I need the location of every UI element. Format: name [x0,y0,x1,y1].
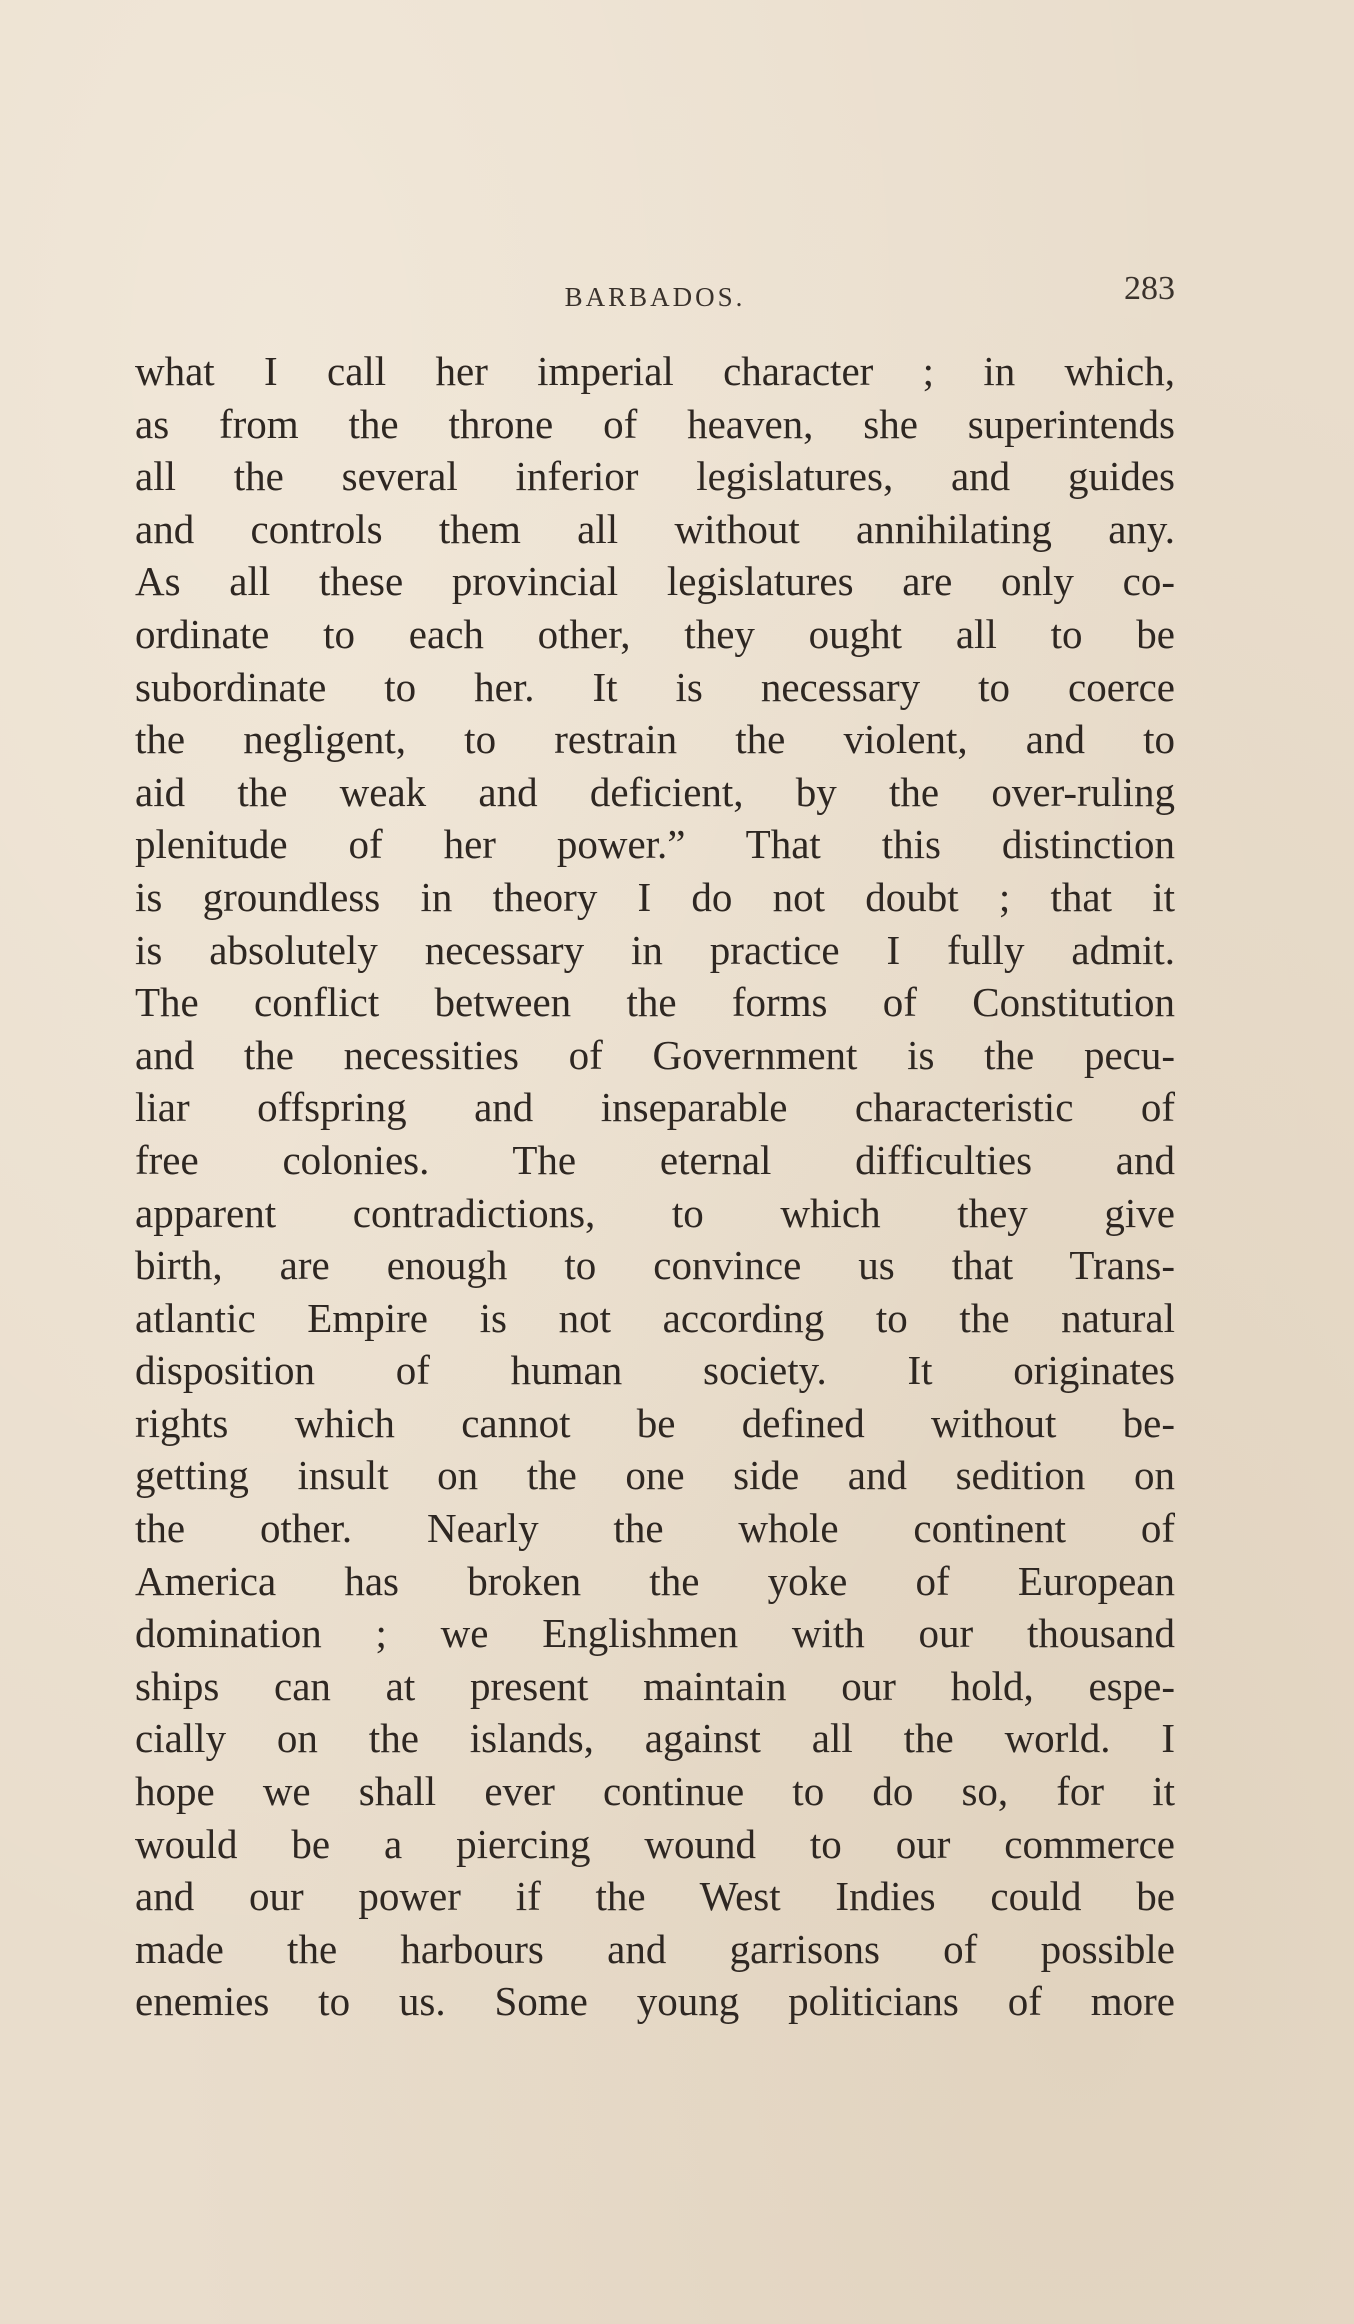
text-line: getting insult on the one side and sedition on [135,1452,1175,1499]
text-line: free colonies. The eternal difficulties and [135,1136,1175,1183]
text-line: all the several inferior legislatures, and guides [135,453,1175,500]
text-line: as from the throne of heaven, she superintends [135,400,1175,447]
text-line: America has broken the yoke of European [135,1557,1175,1604]
text-line: ships can at present maintain our hold, espe- [135,1662,1175,1709]
text-line: subordinate to her. It is necessary to coerce [135,663,1175,710]
text-line: what I call her imperial character ; in which, [135,348,1175,394]
text-line: the negligent, to restrain the violent, and to [135,716,1175,763]
text-line: The conflict between the forms of Constitution [135,979,1175,1026]
text-line: domination ; we Englishmen with our thousand [135,1610,1175,1657]
text-line: disposition of human society. It originates [135,1347,1175,1394]
text-line: liar offspring and inseparable characteristic of [135,1084,1175,1131]
text-line: enemies to us. Some young politicians of more [135,1978,1175,2025]
text-line: is absolutely necessary in practice I fully admit. [135,926,1175,973]
text-line: atlantic Empire is not according to the natural [135,1294,1175,1341]
text-line: is groundless in theory I do not doubt ; that it [135,873,1175,920]
page-header [135,270,1175,330]
text-line: cially on the islands, against all the world. I [135,1715,1175,1762]
text-line: apparent contradictions, to which they give [135,1189,1175,1236]
body-text [135,345,1175,2028]
page-number: 283 [1124,270,1175,307]
text-line: and controls them all without annihilating any. [135,505,1175,552]
text-line: birth, are enough to convince us that Trans- [135,1242,1175,1289]
text-line: plenitude of her power.” That this distinction [135,821,1175,868]
text-line: hope we shall ever continue to do so, for it [135,1768,1175,1815]
text-line: As all these provincial legislatures are only co- [135,558,1175,605]
text-line: ordinate to each other, they ought all to be [135,610,1175,657]
text-line: aid the weak and deficient, by the over-ruling [135,768,1175,815]
running-head: BARBADOS. [564,282,746,312]
text-line: and our power if the West Indies could be [135,1873,1175,1920]
text-line: rights which cannot be defined without be- [135,1399,1175,1446]
text-line: and the necessities of Government is the pecu- [135,1031,1175,1078]
text-line: made the harbours and garrisons of possible [135,1925,1175,1972]
text-line: the other. Nearly the whole continent of [135,1505,1175,1552]
text-line: would be a piercing wound to our commerce [135,1820,1175,1867]
